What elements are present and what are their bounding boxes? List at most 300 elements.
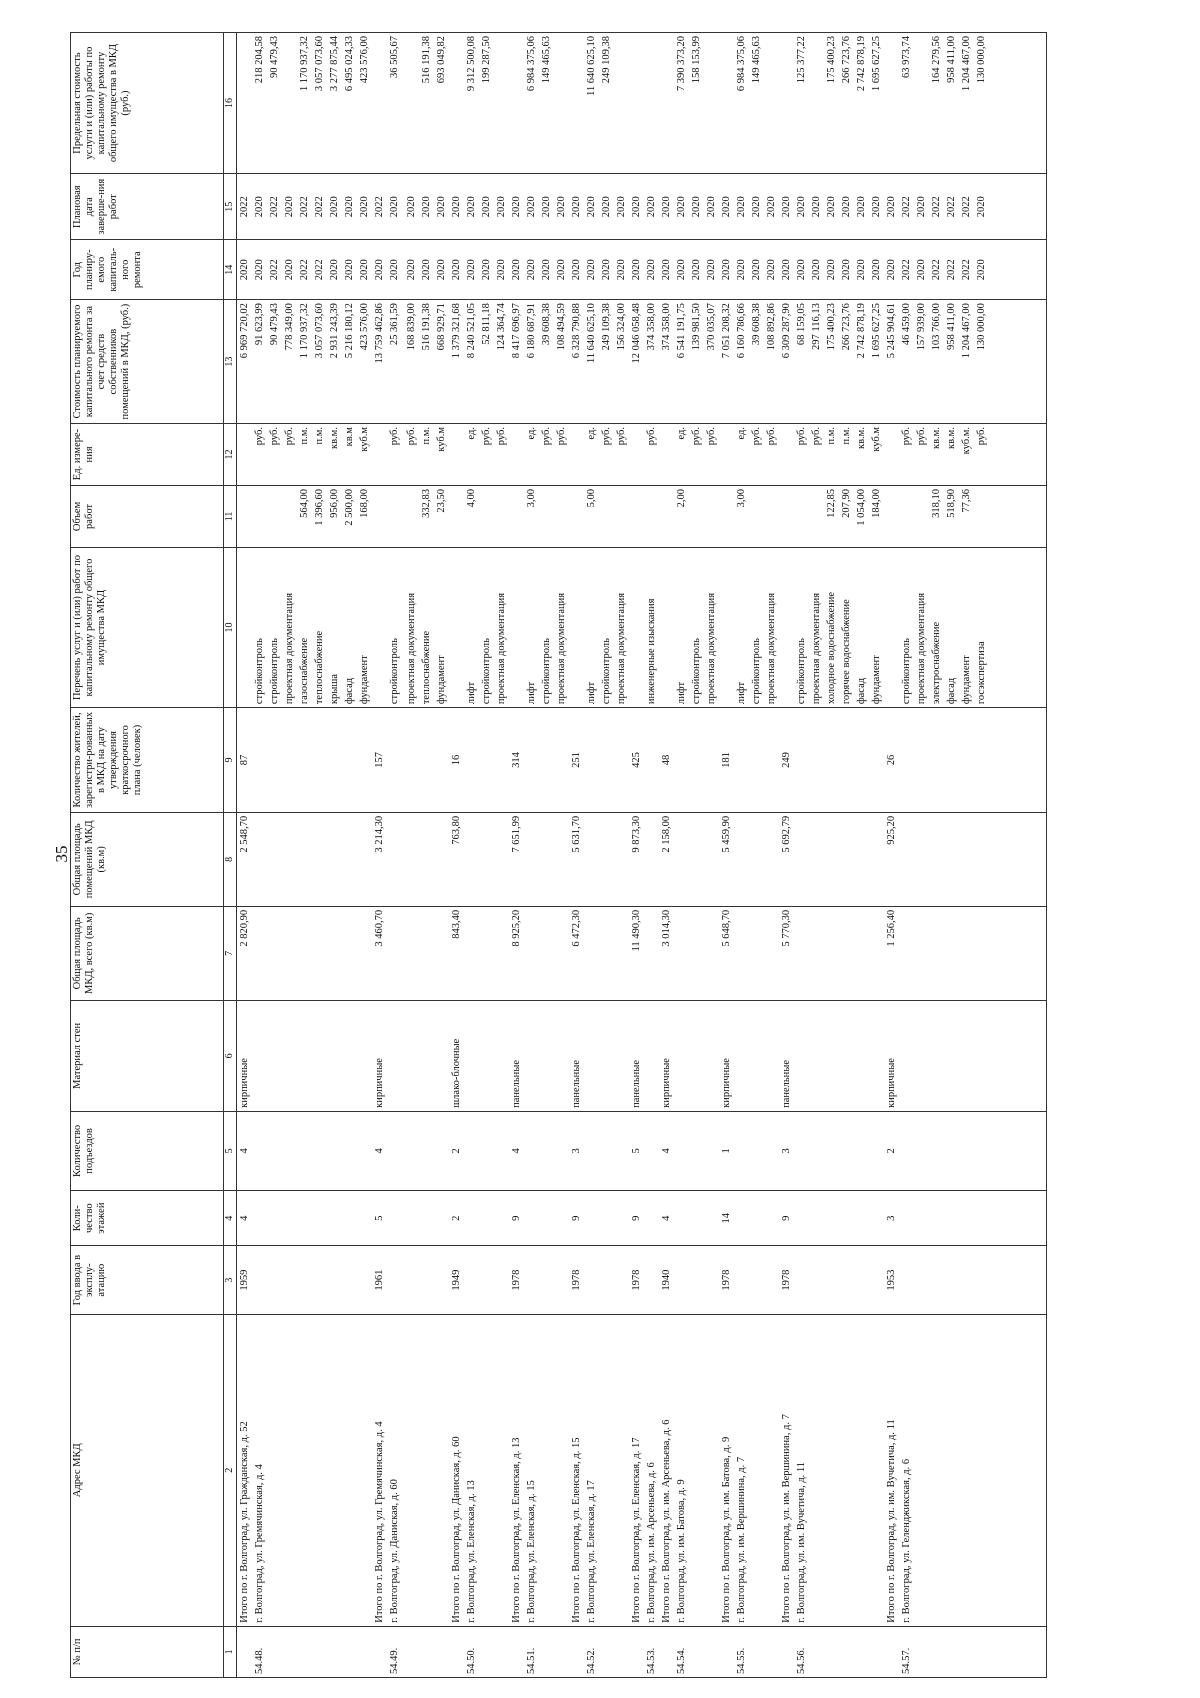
- cell-residents: [914, 708, 929, 813]
- cell-wall-material: кирпичные: [237, 1000, 253, 1111]
- cell-floors: [524, 1190, 539, 1246]
- cell-commission-year: [327, 1246, 342, 1314]
- cell-planned-repair-year: 2020: [479, 240, 494, 300]
- cell-planned-completion-date: 2022: [944, 174, 959, 240]
- cell-max-cost: [884, 33, 899, 174]
- cell-wall-material: [764, 1000, 779, 1111]
- cell-premises-area: [734, 812, 749, 906]
- cell-max-cost: 3 277 875,44: [327, 33, 342, 174]
- cell-owner-funded-cost: 266 723,76: [839, 300, 854, 424]
- cell-planned-completion-date: 2020: [357, 174, 372, 240]
- cell-row-number: [569, 1626, 584, 1677]
- cell-entrances: [267, 1111, 282, 1190]
- cell-max-cost: [282, 33, 297, 174]
- cell-unit: руб.: [974, 424, 1047, 486]
- cell-residents: 87: [237, 708, 253, 813]
- cell-address: [357, 1314, 372, 1626]
- cell-residents: 157: [372, 708, 387, 813]
- cell-planned-repair-year: 2022: [312, 240, 327, 300]
- cell-residents: [599, 708, 614, 813]
- cell-wall-material: панельные: [509, 1000, 524, 1111]
- cell-commission-year: [419, 1246, 434, 1314]
- cell-floors: [839, 1190, 854, 1246]
- cell-owner-funded-cost: 108 892,86: [764, 300, 779, 424]
- cell-planned-repair-year: 2020: [719, 240, 734, 300]
- cell-residents: [434, 708, 449, 813]
- column-number: 9: [224, 708, 237, 813]
- cell-address: [267, 1314, 282, 1626]
- cell-work-type: [569, 547, 584, 707]
- cell-residents: [312, 708, 327, 813]
- cell-unit: руб.: [794, 424, 809, 486]
- cell-unit: руб.: [479, 424, 494, 486]
- cell-max-cost: [614, 33, 629, 174]
- cell-address: [854, 1314, 869, 1626]
- cell-commission-year: [689, 1246, 704, 1314]
- cell-planned-completion-date: 2020: [599, 174, 614, 240]
- cell-planned-repair-year: 2020: [539, 240, 554, 300]
- cell-planned-completion-date: 2020: [824, 174, 839, 240]
- cell-row-number: [539, 1626, 554, 1677]
- cell-max-cost: [449, 33, 464, 174]
- cell-planned-repair-year: 2020: [644, 240, 659, 300]
- header-cell: Материал стен: [71, 1000, 224, 1111]
- cell-address: г. Волгоград, ул. им. Батова, д. 9: [674, 1314, 689, 1626]
- column-number: 13: [224, 300, 237, 424]
- cell-row-number: [419, 1626, 434, 1677]
- cell-commission-year: [644, 1246, 659, 1314]
- cell-floors: [599, 1190, 614, 1246]
- cell-address: [282, 1314, 297, 1626]
- cell-residents: [854, 708, 869, 813]
- cell-planned-completion-date: 2022: [237, 174, 253, 240]
- cell-work-volume: 2 500,00: [342, 485, 357, 547]
- cell-planned-completion-date: 2020: [342, 174, 357, 240]
- cell-planned-repair-year: 2020: [464, 240, 479, 300]
- cell-owner-funded-cost: 103 766,00: [929, 300, 944, 424]
- cell-work-type: проектная документация: [704, 547, 719, 707]
- cell-wall-material: [464, 1000, 479, 1111]
- cell-premises-area: 9 873,30: [629, 812, 644, 906]
- cell-total-area: 3 460,70: [372, 906, 387, 1000]
- cell-owner-funded-cost: 157 939,00: [914, 300, 929, 424]
- cell-work-type: проектная документация: [614, 547, 629, 707]
- cell-total-area: 5 648,70: [719, 906, 734, 1000]
- table-row: [494, 33, 509, 1678]
- cell-max-cost: 164 279,56: [929, 33, 944, 174]
- cell-residents: [584, 708, 599, 813]
- cell-residents: [419, 708, 434, 813]
- cell-address: [327, 1314, 342, 1626]
- cell-row-number: 54.53.: [644, 1626, 659, 1677]
- cell-work-volume: 3,00: [524, 485, 539, 547]
- cell-commission-year: [704, 1246, 719, 1314]
- cell-owner-funded-cost: 124 364,74: [494, 300, 509, 424]
- cell-owner-funded-cost: 39 608,38: [539, 300, 554, 424]
- column-number: 7: [224, 906, 237, 1000]
- cell-address: [554, 1314, 569, 1626]
- cell-unit: руб.: [494, 424, 509, 486]
- table-row: [854, 33, 869, 1678]
- cell-address: [297, 1314, 312, 1626]
- cell-work-volume: 518,90: [944, 485, 959, 547]
- cell-premises-area: [404, 812, 419, 906]
- cell-planned-completion-date: 2020: [704, 174, 719, 240]
- table-row: [749, 33, 764, 1678]
- cell-work-type: проектная документация: [404, 547, 419, 707]
- cell-row-number: [327, 1626, 342, 1677]
- cell-residents: [674, 708, 689, 813]
- cell-total-area: [929, 906, 944, 1000]
- page-number: 35: [52, 845, 71, 863]
- cell-work-type: теплоснабжение: [419, 547, 434, 707]
- cell-max-cost: [237, 33, 253, 174]
- cell-commission-year: 1978: [509, 1246, 524, 1314]
- cell-total-area: [387, 906, 402, 1000]
- cell-unit: п.м.: [824, 424, 839, 486]
- cell-premises-area: [614, 812, 629, 906]
- cell-work-type: фундамент: [434, 547, 449, 707]
- cell-entrances: [434, 1111, 449, 1190]
- column-number: 2: [224, 1314, 237, 1626]
- cell-work-type: [884, 547, 899, 707]
- cell-premises-area: [342, 812, 357, 906]
- cell-total-area: [404, 906, 419, 1000]
- cell-total-area: [357, 906, 372, 1000]
- table-row: [929, 33, 944, 1678]
- cell-max-cost: 6 984 375,06: [524, 33, 539, 174]
- column-number: 10: [224, 547, 237, 707]
- table-row: [674, 33, 689, 1678]
- cell-owner-funded-cost: 139 981,50: [689, 300, 704, 424]
- cell-floors: [974, 1190, 1047, 1246]
- cell-owner-funded-cost: 108 494,59: [554, 300, 569, 424]
- cell-premises-area: [599, 812, 614, 906]
- cell-work-type: инженерные изыскания: [644, 547, 659, 707]
- cell-floors: 4: [659, 1190, 674, 1246]
- cell-commission-year: [944, 1246, 959, 1314]
- cell-unit: [659, 424, 674, 486]
- cell-wall-material: кирпичные: [884, 1000, 899, 1111]
- cell-entrances: [764, 1111, 779, 1190]
- cell-wall-material: [327, 1000, 342, 1111]
- cell-residents: [869, 708, 884, 813]
- cell-row-number: [959, 1626, 974, 1677]
- cell-commission-year: [387, 1246, 402, 1314]
- cell-work-type: [509, 547, 524, 707]
- cell-work-volume: [644, 485, 659, 547]
- cell-commission-year: [312, 1246, 327, 1314]
- cell-residents: [539, 708, 554, 813]
- cell-unit: кв.м.: [327, 424, 342, 486]
- cell-entrances: [494, 1111, 509, 1190]
- cell-wall-material: [644, 1000, 659, 1111]
- cell-entrances: [479, 1111, 494, 1190]
- cell-total-area: 6 472,30: [569, 906, 584, 1000]
- table-row: [899, 33, 914, 1678]
- cell-wall-material: [809, 1000, 824, 1111]
- cell-unit: [237, 424, 253, 486]
- cell-owner-funded-cost: 6 309 287,90: [779, 300, 794, 424]
- cell-owner-funded-cost: 2 742 878,19: [854, 300, 869, 424]
- cell-address: Итого по г. Волгоград, ул. Еленская, д. 17: [629, 1314, 644, 1626]
- cell-owner-funded-cost: 1 170 937,32: [297, 300, 312, 424]
- cell-max-cost: 36 505,67: [387, 33, 402, 174]
- cell-entrances: [809, 1111, 824, 1190]
- cell-floors: [749, 1190, 764, 1246]
- column-number: 12: [224, 424, 237, 486]
- cell-row-number: [434, 1626, 449, 1677]
- cell-work-volume: [629, 485, 644, 547]
- cell-entrances: [327, 1111, 342, 1190]
- cell-premises-area: 5 459,90: [719, 812, 734, 906]
- cell-residents: [689, 708, 704, 813]
- cell-commission-year: [464, 1246, 479, 1314]
- cell-owner-funded-cost: 168 839,00: [404, 300, 419, 424]
- cell-residents: [554, 708, 569, 813]
- cell-commission-year: [929, 1246, 944, 1314]
- cell-owner-funded-cost: 39 608,38: [749, 300, 764, 424]
- cell-floors: [554, 1190, 569, 1246]
- cell-max-cost: [372, 33, 387, 174]
- cell-work-type: лифт: [584, 547, 599, 707]
- cell-planned-completion-date: 2020: [554, 174, 569, 240]
- cell-total-area: [584, 906, 599, 1000]
- cell-entrances: [734, 1111, 749, 1190]
- cell-unit: кв.м: [342, 424, 357, 486]
- cell-unit: ед.: [464, 424, 479, 486]
- cell-premises-area: [282, 812, 297, 906]
- cell-commission-year: [404, 1246, 419, 1314]
- cell-residents: [734, 708, 749, 813]
- cell-planned-repair-year: 2020: [854, 240, 869, 300]
- cell-planned-completion-date: 2020: [434, 174, 449, 240]
- cell-row-number: [869, 1626, 884, 1677]
- cell-commission-year: [342, 1246, 357, 1314]
- cell-work-volume: [282, 485, 297, 547]
- cell-planned-repair-year: 2022: [944, 240, 959, 300]
- capital-repair-plan-table: [70, 32, 1047, 1678]
- cell-work-type: газоснабжение: [297, 547, 312, 707]
- cell-wall-material: [599, 1000, 614, 1111]
- cell-max-cost: 9 312 500,08: [464, 33, 479, 174]
- cell-planned-completion-date: 2020: [974, 174, 1047, 240]
- cell-address: Итого по г. Волгоград, ул. Гремячинская, д. 4: [372, 1314, 387, 1626]
- cell-row-number: 54.57.: [899, 1626, 914, 1677]
- column-number: 4: [224, 1190, 237, 1246]
- cell-work-volume: 318,10: [929, 485, 944, 547]
- cell-floors: [327, 1190, 342, 1246]
- cell-planned-completion-date: 2020: [689, 174, 704, 240]
- cell-work-volume: [779, 485, 794, 547]
- cell-wall-material: [689, 1000, 704, 1111]
- cell-commission-year: [809, 1246, 824, 1314]
- cell-residents: [524, 708, 539, 813]
- cell-work-volume: 3,00: [734, 485, 749, 547]
- cell-work-volume: 564,00: [297, 485, 312, 547]
- cell-residents: [327, 708, 342, 813]
- cell-address: Итого по г. Волгоград, ул. им. Арсеньева, д. 6: [659, 1314, 674, 1626]
- cell-commission-year: 1953: [884, 1246, 899, 1314]
- table-row: [869, 33, 884, 1678]
- cell-planned-repair-year: 2020: [839, 240, 854, 300]
- cell-work-volume: 207,90: [839, 485, 854, 547]
- cell-work-volume: 23,50: [434, 485, 449, 547]
- cell-row-number: 54.52.: [584, 1626, 599, 1677]
- cell-commission-year: [899, 1246, 914, 1314]
- cell-planned-completion-date: 2020: [509, 174, 524, 240]
- cell-floors: [809, 1190, 824, 1246]
- cell-max-cost: [809, 33, 824, 174]
- cell-unit: куб.м: [434, 424, 449, 486]
- cell-row-number: 54.51.: [524, 1626, 539, 1677]
- cell-commission-year: [824, 1246, 839, 1314]
- cell-total-area: [899, 906, 914, 1000]
- cell-work-volume: [569, 485, 584, 547]
- cell-row-number: [312, 1626, 327, 1677]
- cell-owner-funded-cost: 91 623,99: [252, 300, 267, 424]
- cell-work-type: [659, 547, 674, 707]
- cell-floors: [584, 1190, 599, 1246]
- cell-entrances: [914, 1111, 929, 1190]
- cell-floors: [267, 1190, 282, 1246]
- cell-entrances: [839, 1111, 854, 1190]
- cell-residents: 314: [509, 708, 524, 813]
- cell-work-type: проектная документация: [914, 547, 929, 707]
- cell-row-number: [749, 1626, 764, 1677]
- cell-premises-area: [312, 812, 327, 906]
- cell-work-type: лифт: [734, 547, 749, 707]
- cell-residents: [764, 708, 779, 813]
- cell-floors: [869, 1190, 884, 1246]
- cell-wall-material: [434, 1000, 449, 1111]
- cell-owner-funded-cost: 25 361,59: [387, 300, 402, 424]
- cell-total-area: [824, 906, 839, 1000]
- cell-premises-area: [387, 812, 402, 906]
- cell-premises-area: [764, 812, 779, 906]
- cell-owner-funded-cost: 6 969 720,02: [237, 300, 253, 424]
- cell-commission-year: 1949: [449, 1246, 464, 1314]
- cell-work-volume: [252, 485, 267, 547]
- cell-max-cost: [644, 33, 659, 174]
- cell-address: [434, 1314, 449, 1626]
- cell-row-number: [282, 1626, 297, 1677]
- cell-premises-area: [524, 812, 539, 906]
- cell-residents: [387, 708, 402, 813]
- total-row: [569, 33, 584, 1678]
- cell-floors: [614, 1190, 629, 1246]
- cell-wall-material: [297, 1000, 312, 1111]
- cell-work-type: стройконтроль: [387, 547, 402, 707]
- cell-total-area: [554, 906, 569, 1000]
- cell-premises-area: [929, 812, 944, 906]
- cell-wall-material: [312, 1000, 327, 1111]
- cell-commission-year: [434, 1246, 449, 1314]
- cell-work-type: лифт: [674, 547, 689, 707]
- capital-repair-plan-table-sheet: [70, 32, 1180, 1678]
- cell-address: [689, 1314, 704, 1626]
- cell-row-number: [509, 1626, 524, 1677]
- cell-floors: [959, 1190, 974, 1246]
- cell-owner-funded-cost: 156 324,00: [614, 300, 629, 424]
- cell-owner-funded-cost: 1 204 467,00: [959, 300, 974, 424]
- cell-unit: [779, 424, 794, 486]
- cell-work-volume: [659, 485, 674, 547]
- cell-max-cost: 1 170 937,32: [297, 33, 312, 174]
- cell-premises-area: [357, 812, 372, 906]
- cell-commission-year: 1978: [779, 1246, 794, 1314]
- cell-owner-funded-cost: 778 349,00: [282, 300, 297, 424]
- cell-work-volume: [884, 485, 899, 547]
- cell-owner-funded-cost: 7 051 208,32: [719, 300, 734, 424]
- header-cell: Перечень услуг и (или) работ по капитальному ремонту общего имущества МКД: [71, 547, 224, 707]
- cell-planned-completion-date: 2020: [764, 174, 779, 240]
- cell-address: [974, 1314, 1047, 1626]
- cell-premises-area: 2 548,70: [237, 812, 253, 906]
- cell-commission-year: [734, 1246, 749, 1314]
- cell-total-area: [419, 906, 434, 1000]
- cell-floors: 9: [629, 1190, 644, 1246]
- cell-total-area: 8 925,20: [509, 906, 524, 1000]
- cell-total-area: [524, 906, 539, 1000]
- cell-row-number: [297, 1626, 312, 1677]
- cell-address: г. Волгоград, ул. Даниская, д. 60: [387, 1314, 402, 1626]
- cell-work-type: проектная документация: [494, 547, 509, 707]
- cell-planned-repair-year: 2020: [252, 240, 267, 300]
- cell-work-volume: [449, 485, 464, 547]
- total-row: [237, 33, 253, 1678]
- cell-wall-material: [869, 1000, 884, 1111]
- cell-entrances: [974, 1111, 1047, 1190]
- cell-owner-funded-cost: 6 180 687,91: [524, 300, 539, 424]
- cell-wall-material: [539, 1000, 554, 1111]
- cell-entrances: [689, 1111, 704, 1190]
- cell-floors: [464, 1190, 479, 1246]
- cell-planned-completion-date: 2022: [267, 174, 282, 240]
- cell-residents: [704, 708, 719, 813]
- cell-owner-funded-cost: 374 358,00: [659, 300, 674, 424]
- cell-total-area: [689, 906, 704, 1000]
- cell-residents: [839, 708, 854, 813]
- cell-wall-material: [899, 1000, 914, 1111]
- cell-planned-completion-date: 2020: [614, 174, 629, 240]
- cell-entrances: 3: [779, 1111, 794, 1190]
- cell-commission-year: [584, 1246, 599, 1314]
- cell-row-number: [614, 1626, 629, 1677]
- cell-entrances: [357, 1111, 372, 1190]
- cell-work-type: фундамент: [869, 547, 884, 707]
- cell-work-volume: 77,36: [959, 485, 974, 547]
- table-row: [282, 33, 297, 1678]
- cell-entrances: [824, 1111, 839, 1190]
- cell-wall-material: кирпичные: [659, 1000, 674, 1111]
- cell-premises-area: [674, 812, 689, 906]
- cell-premises-area: [479, 812, 494, 906]
- header-cell: Общая площадь помещений МКД (кв.м): [71, 812, 224, 906]
- cell-total-area: [342, 906, 357, 1000]
- cell-row-number: [554, 1626, 569, 1677]
- cell-commission-year: 1978: [569, 1246, 584, 1314]
- cell-address: Итого по г. Волгоград, ул. Еленская, д. 13: [509, 1314, 524, 1626]
- cell-unit: руб.: [252, 424, 267, 486]
- cell-planned-repair-year: 2020: [434, 240, 449, 300]
- cell-floors: [704, 1190, 719, 1246]
- cell-entrances: [419, 1111, 434, 1190]
- table-row: [419, 33, 434, 1678]
- cell-commission-year: [914, 1246, 929, 1314]
- table-row: [704, 33, 719, 1678]
- cell-total-area: [252, 906, 267, 1000]
